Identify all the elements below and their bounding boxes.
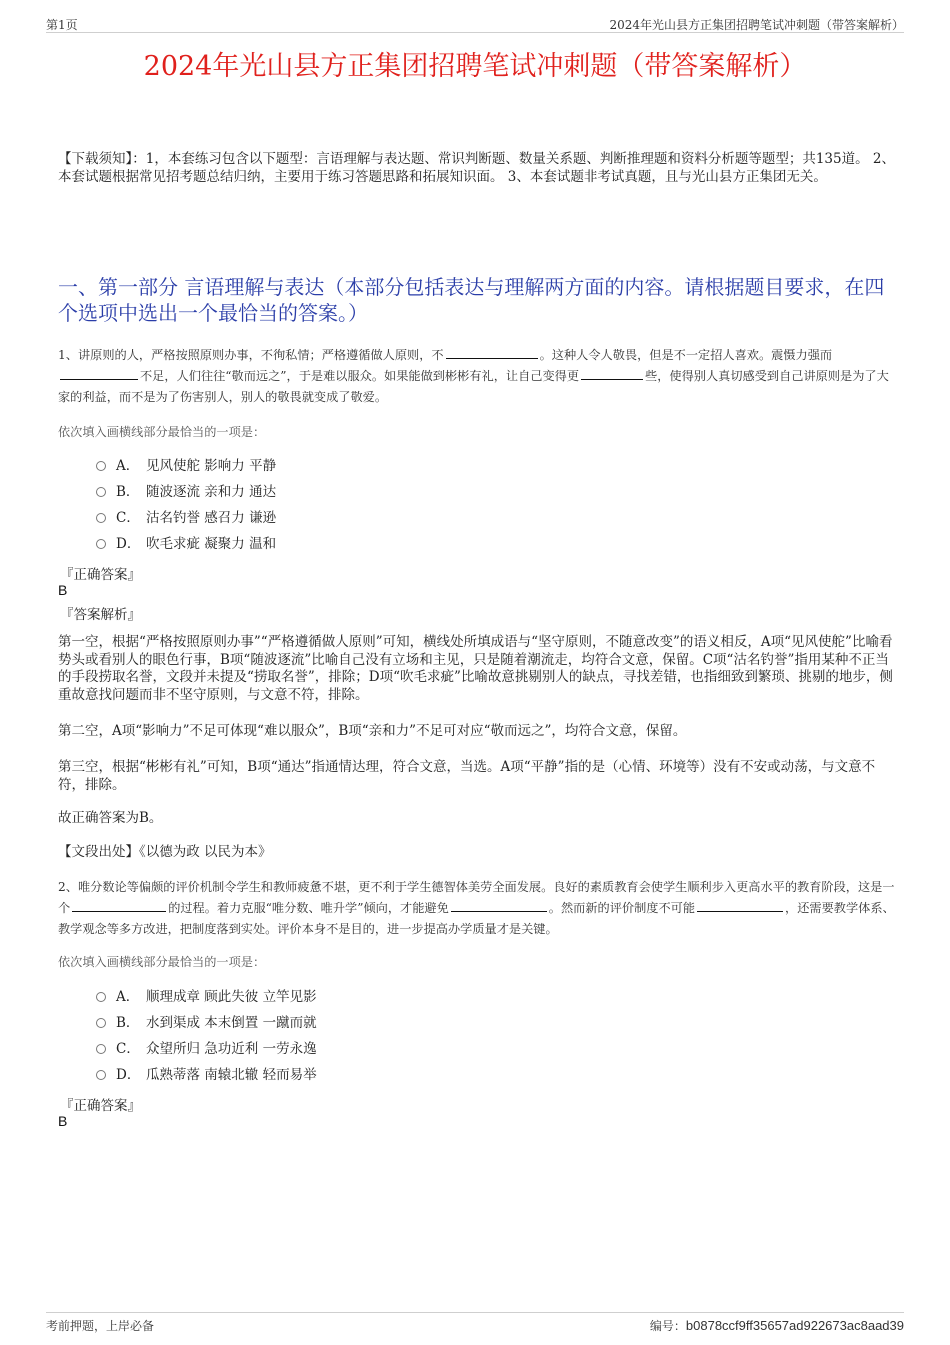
header-doc-title: 2024年光山县方正集团招聘笔试冲刺题（带答案解析） [609,18,904,32]
footer-slogan: 考前押题，上岸必备 [46,1319,155,1333]
q2-prompt: 依次填入画横线部分最恰当的一项是： [58,955,266,969]
radio-icon[interactable] [96,461,106,471]
footer-code: 编号：b0878ccf9ff35657ad922673ac8aad39 [649,1318,904,1333]
q2-option-c[interactable]: C． 众望所归 急功近利 一劳永逸 [96,1039,317,1059]
section-heading: 一、第一部分 言语理解与表达（本部分包括表达与理解两方面的内容。请根据题目要求，在四个选项中选出一个最恰当的答案。） [58,275,885,325]
radio-icon[interactable] [96,1018,106,1028]
q1-answer-label: 『正确答案』 [60,567,141,583]
question-2-text [58,877,898,940]
q1-option-a[interactable]: A． 见风使舵 影响力 平静 [96,456,276,476]
q1-blank-1 [446,346,538,359]
page-number: 第1页 [46,18,78,32]
question-1-text [58,345,898,408]
q2-answer: B [58,1113,68,1129]
q1-answer: B [58,582,68,598]
radio-icon[interactable] [96,992,106,1002]
q1-analysis-conclusion: 故正确答案为B。 [58,810,163,826]
q2-text-part: 。然而新的评价制度不可能 [548,901,696,915]
page-footer [46,1312,904,1337]
q2-option-b[interactable]: B． 水到渠成 本末倒置 一蹴而就 [96,1013,317,1033]
radio-icon[interactable] [96,539,106,549]
q2-answer-label: 『正确答案』 [60,1098,141,1114]
page-header [46,14,904,33]
download-notice: 【下载须知】：1，本套练习包含以下题型：言语理解与表达题、常识判断题、数量关系题、判断推理题和资料分析题等题型；共135道。 2、本套试题根据常见招考题总结归纳，主要用于练习答题思路和拓展知识面。 3、本套试题非考试真题，且与光山县方正集团无关。 [58,151,895,185]
q2-text-part: ，还需要教学体系、教学观念等多方改进，把制度落到实处。评价本身不是目的，进一步提高办学质量才是关键。 [58,901,895,936]
radio-icon[interactable] [96,513,106,523]
radio-icon[interactable] [96,487,106,497]
q1-text-part: 1、讲原则的人，严格按照原则办事，不徇私情；严格遵循做人原则，不 [58,348,444,362]
q2-option-a[interactable]: A． 顺理成章 顾此失彼 立竿见影 [96,987,317,1007]
q2-text-part: 2、唯分数论等偏颇的评价机制令学生和教师疲惫不堪，更不利于学生德智体美劳全面发展。良好的素质教育会使学生顺利步入更高水平的教育阶段，这是一个 [58,880,895,915]
q1-text-part: 不足，人们往往“敬而远之”，于是难以服众。如果能做到彬彬有礼，让自己变得更 [140,369,580,383]
q1-option-c[interactable]: C． 沽名钓誉 感召力 谦逊 [96,508,276,528]
q1-analysis-paragraph: 第一空，根据“严格按照原则办事”“严格遵循做人原则”可知，横线处所填成语与“坚守原则，不随意改变”的语义相反，A项“见风使舵”比喻看势头或看别人的眼色行事，B项“随波逐流”比喻自己没有立场和主见，只是随着潮流走，均符合文意，保留。C项“沽名钓誉”指用某种不正当的手段捞取名誉，文段并未提及“捞取名誉”，排除；D项“吹毛求疵”比喻故意挑剔别人的缺点，寻找差错，也指细致到繁琐、挑剔的地步，侧重故意找问题而非不坚守原则，与文意不符，排除。 [58,634,893,703]
q1-prompt: 依次填入画横线部分最恰当的一项是： [58,425,266,439]
q1-text-part: 。这种人令人敬畏，但是不一定招人喜欢。震慑力强而 [539,348,833,362]
q1-blank-2 [60,367,138,380]
q2-option-d[interactable]: D． 瓜熟蒂落 南辕北辙 轻而易举 [96,1065,317,1085]
q2-blank-1 [72,899,166,912]
q1-analysis-label: 『答案解析』 [60,607,141,623]
q1-option-d[interactable]: D． 吹毛求疵 凝聚力 温和 [96,534,276,554]
q1-text-part: 些，使得别人真切感受到自己讲原则是为了大家的利益，而不是为了伤害别人，别人的敬畏就变成了敬爱。 [58,369,889,404]
q2-blank-2 [451,899,547,912]
radio-icon[interactable] [96,1044,106,1054]
q1-option-b[interactable]: B． 随波逐流 亲和力 通达 [96,482,276,502]
q1-analysis-paragraph: 第三空，根据“彬彬有礼”可知，B项“通达”指通情达理，符合文意，当选。A项“平静”指的是（心情、环境等）没有不安或动荡，与文意不符，排除。 [58,759,876,793]
radio-icon[interactable] [96,1070,106,1080]
document-title: 2024年光山县方正集团招聘笔试冲刺题（带答案解析） [143,51,807,82]
q2-text-part: 的过程。着力克服“唯分数、唯升学”倾向，才能避免 [168,901,449,915]
q1-blank-3 [581,367,643,380]
q2-blank-3 [697,899,783,912]
q1-analysis-paragraph: 第二空，A项“影响力”不足可体现“难以服众”，B项“亲和力”不足可对应“敬而远之”，均符合文意，保留。 [58,723,687,739]
q1-source: 【文段出处】《以德为政 以民为本》 [58,844,272,860]
